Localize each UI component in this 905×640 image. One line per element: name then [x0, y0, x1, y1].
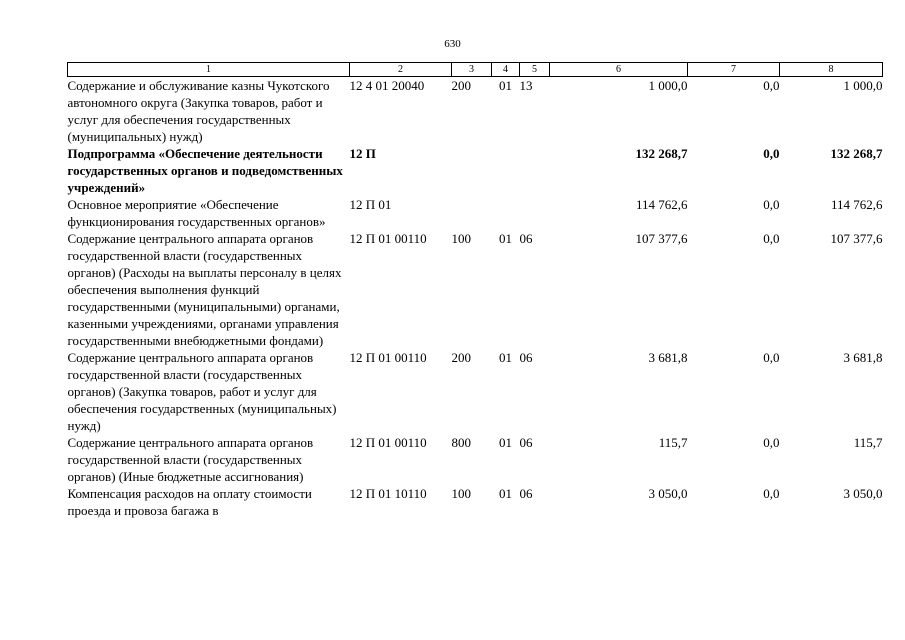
subsection-code: 06 — [519, 231, 533, 246]
table-row — [68, 196, 883, 230]
amount-col7: 0,0 — [763, 486, 780, 501]
table-row — [68, 485, 883, 519]
subsection-code: 06 — [519, 486, 533, 501]
section-code: 01 — [499, 231, 512, 246]
section-code: 01 — [499, 350, 512, 365]
amount-col6: 3 681,8 — [648, 350, 688, 365]
section-code: 01 — [499, 78, 512, 93]
amount-col6: 3 050,0 — [648, 486, 688, 501]
amount-col7: 0,0 — [763, 435, 780, 450]
header-cell: 2 — [350, 63, 452, 77]
expense-name: Содержание центрального аппарата органов государственной власти (государственных органов) (Иные бюджетные ассигнования) — [67, 435, 314, 484]
amount-col7: 0,0 — [763, 78, 780, 93]
amount-col8: 3 681,8 — [843, 350, 883, 365]
expense-name: Содержание и обслуживание казны Чукотского автономного округа (Закупка товаров, работ и услуг для обеспечения государственных (муниципальных) нужд) — [67, 78, 330, 144]
section-code — [492, 196, 520, 230]
amount-col7: 0,0 — [763, 350, 780, 365]
header-cell: 1 — [68, 63, 350, 77]
section-code — [492, 145, 520, 196]
expense-name: Компенсация расходов на оплату стоимости проезда и провоза багажа в — [67, 486, 312, 518]
target-code: 12 П 01 00110 — [349, 435, 427, 450]
amount-col7: 0,0 — [763, 146, 780, 161]
target-code: 12 П 01 10110 — [349, 486, 427, 501]
subsection-code — [520, 145, 550, 196]
amount-col6: 132 268,7 — [635, 146, 688, 161]
header-cell: 5 — [520, 63, 550, 77]
target-code: 12 4 01 20040 — [349, 78, 425, 93]
amount-col8: 3 050,0 — [843, 486, 883, 501]
header-cell: 8 — [780, 63, 883, 77]
amount-col6: 1 000,0 — [648, 78, 688, 93]
amount-col6: 115,7 — [658, 435, 688, 450]
table-row — [68, 434, 883, 485]
expense-name: Содержание центрального аппарата органов государственной власти (государственных органов) (Расходы на выплаты персоналу в целях обеспечения выполнения функций государственными (муниципальными) органами, казенными учреждениями, органами управления государственными внебюджетными фондами) — [67, 231, 342, 348]
expense-type-code: 800 — [451, 435, 471, 450]
expense-type-code — [452, 145, 492, 196]
expense-type-code — [452, 196, 492, 230]
amount-col6: 114 762,6 — [635, 197, 688, 212]
amount-col7: 0,0 — [763, 197, 780, 212]
table-row — [68, 349, 883, 434]
table-row — [68, 145, 883, 196]
amount-col8: 115,7 — [853, 435, 883, 450]
target-code: 12 П — [349, 146, 376, 161]
expense-type-code: 100 — [451, 231, 471, 246]
header-cell: 3 — [452, 63, 492, 77]
amount-col8: 107 377,6 — [830, 231, 883, 246]
subsection-code: 06 — [519, 350, 533, 365]
expense-name: Подпрограмма «Обеспечение деятельности государственных органов и подведомственных учреждений» — [67, 146, 343, 195]
expense-type-code: 100 — [451, 486, 471, 501]
header-cell: 4 — [492, 63, 520, 77]
expense-type-code: 200 — [451, 350, 471, 365]
budget-table — [67, 62, 883, 519]
subsection-code: 13 — [519, 78, 533, 93]
expense-name: Содержание центрального аппарата органов государственной власти (государственных органов) (Закупка товаров, работ и услуг для обеспечения государственных (муниципальных) нужд) — [67, 350, 337, 433]
amount-col8: 132 268,7 — [830, 146, 883, 161]
target-code: 12 П 01 00110 — [349, 350, 427, 365]
target-code: 12 П 01 — [349, 197, 392, 212]
section-code: 01 — [499, 486, 512, 501]
target-code: 12 П 01 00110 — [349, 231, 427, 246]
page-number: 630 — [444, 38, 461, 50]
table-row — [68, 230, 883, 349]
section-code: 01 — [499, 435, 512, 450]
amount-col8: 114 762,6 — [830, 197, 883, 212]
subsection-code — [520, 196, 550, 230]
expense-name: Основное мероприятие «Обеспечение функционирования государственных органов» — [67, 197, 326, 229]
subsection-code: 06 — [519, 435, 533, 450]
table-row — [68, 77, 883, 146]
header-cell: 7 — [688, 63, 780, 77]
amount-col6: 107 377,6 — [635, 231, 688, 246]
amount-col7: 0,0 — [763, 231, 780, 246]
expense-type-code: 200 — [451, 78, 471, 93]
amount-col8: 1 000,0 — [843, 78, 883, 93]
header-row — [68, 63, 883, 77]
header-cell: 6 — [550, 63, 688, 77]
